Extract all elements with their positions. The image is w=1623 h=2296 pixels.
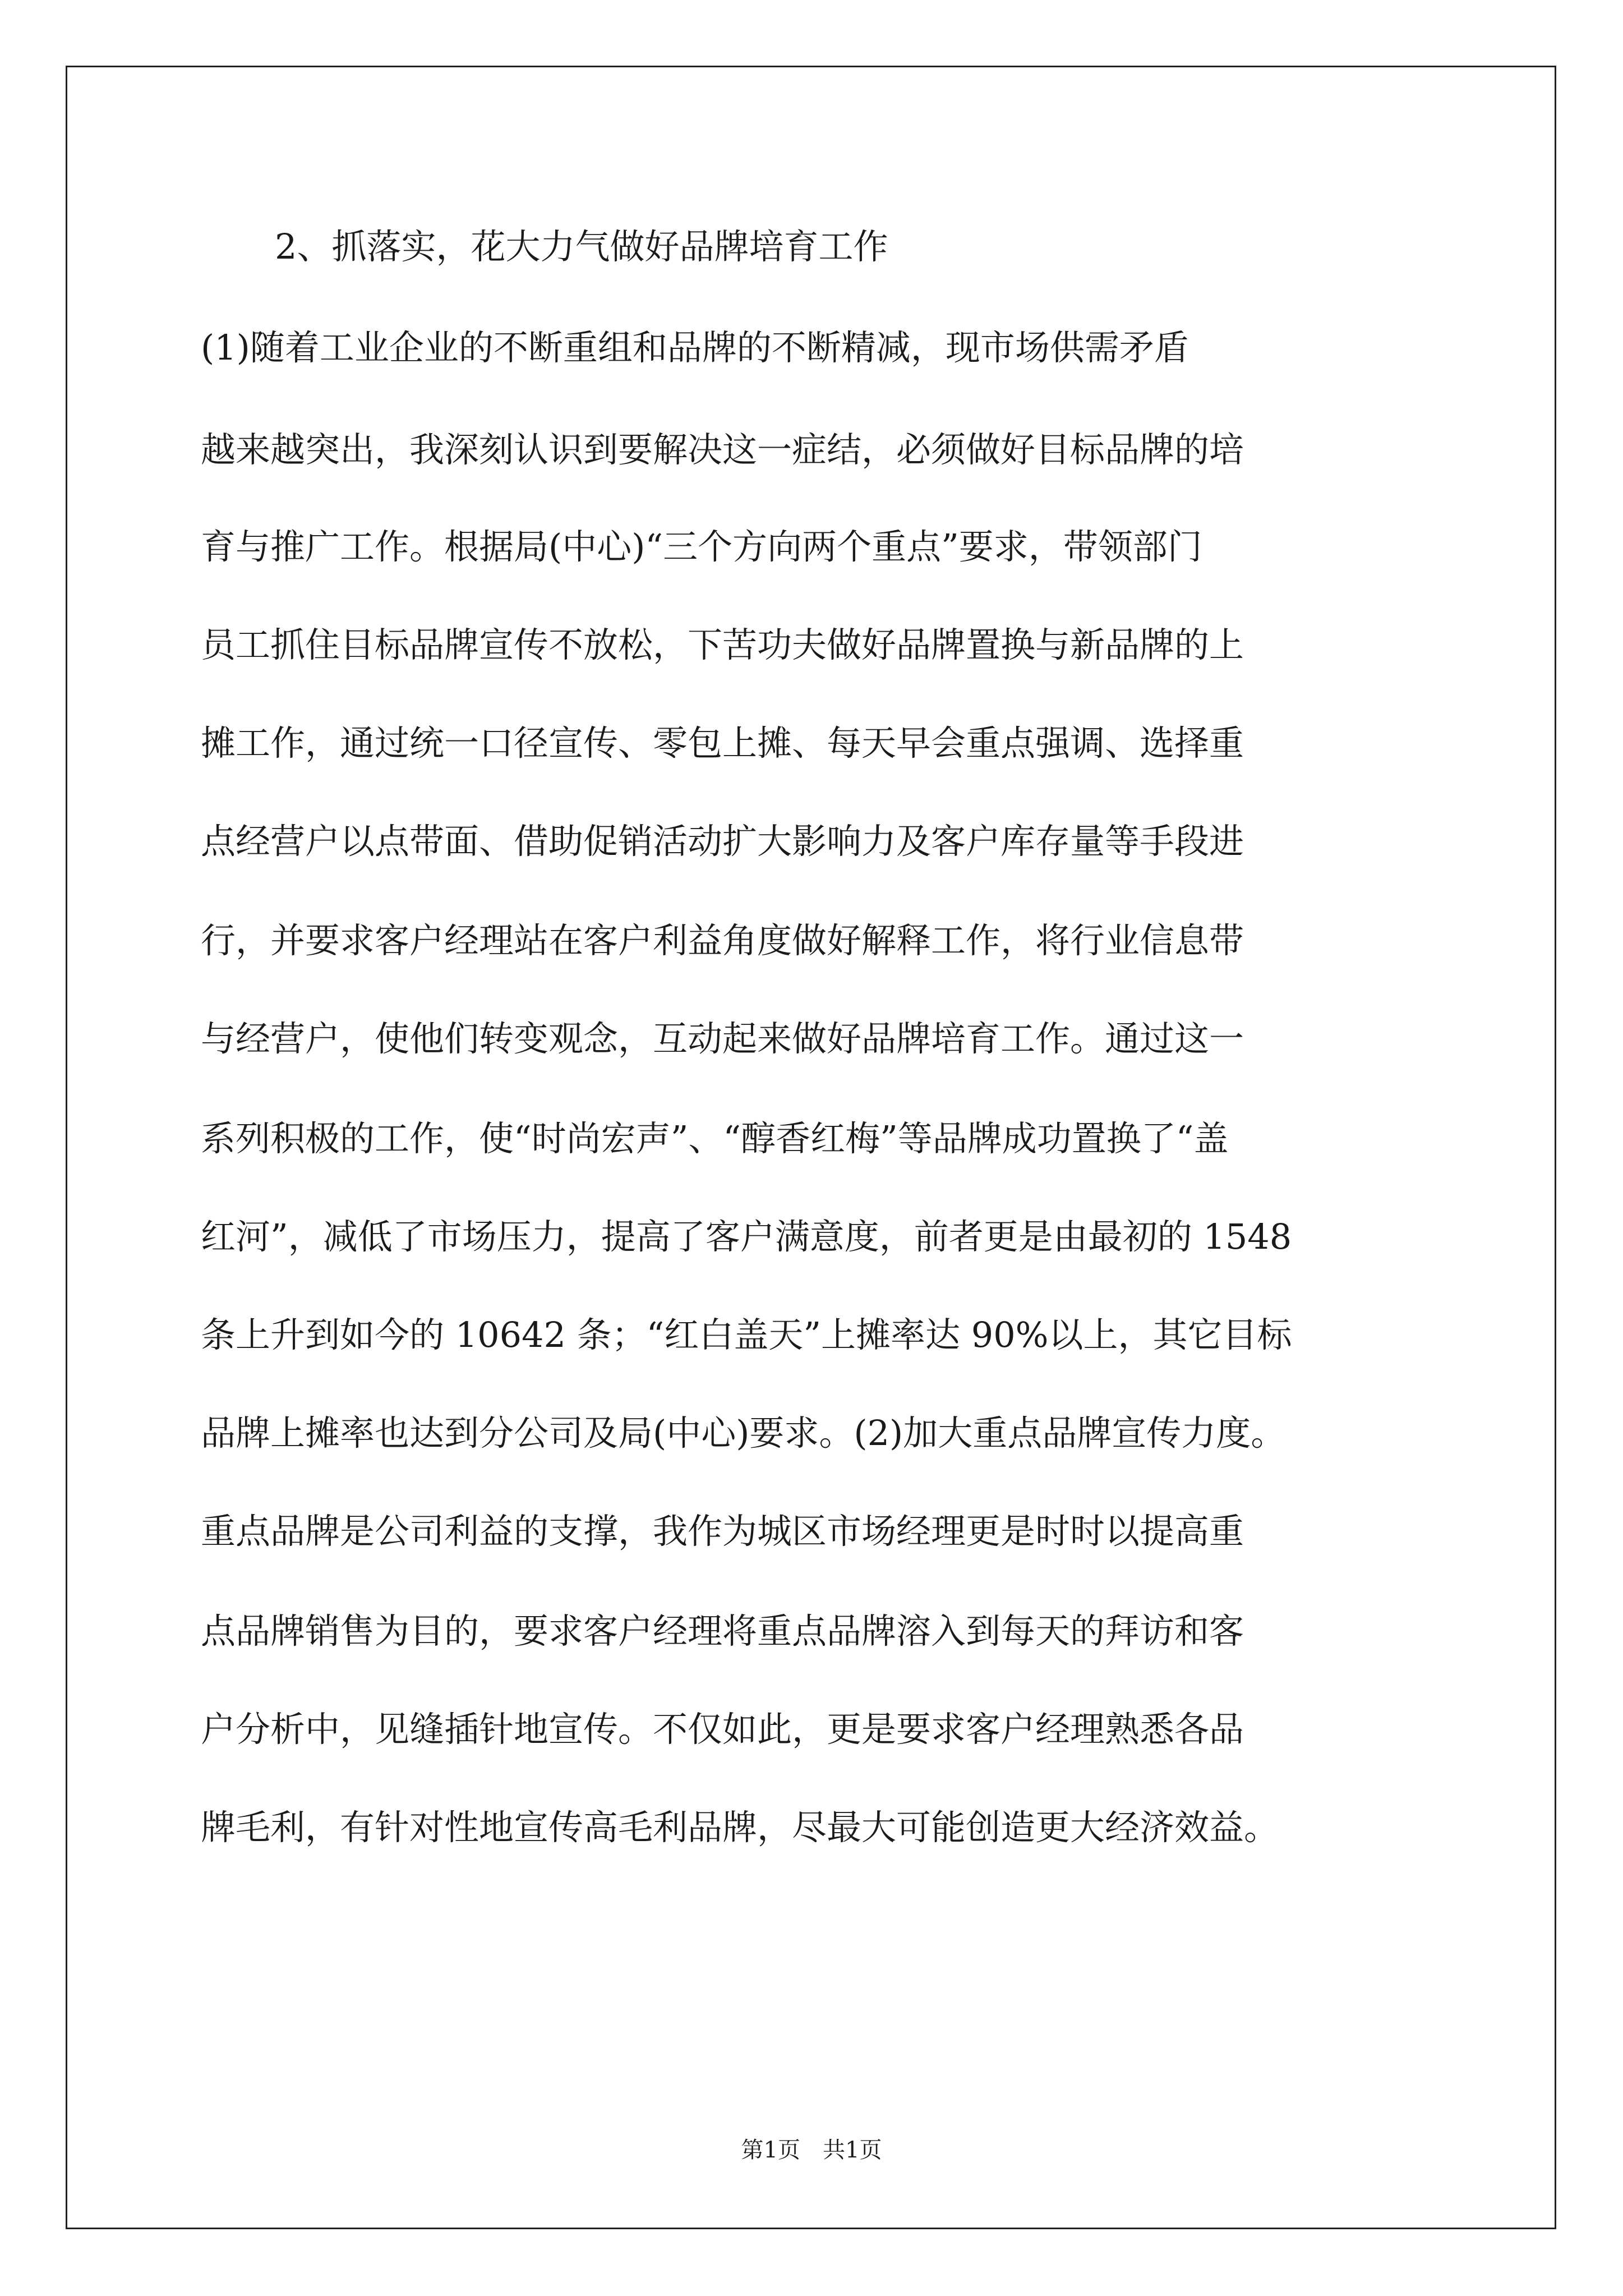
paragraph-line-5: 摊工作，通过统一口径宣传、零包上摊、每天早会重点强调、选择重 xyxy=(201,723,1244,763)
page-number-footer: 第1页 共1页 xyxy=(741,2137,882,2163)
paragraph-line-1: (1)随着工业企业的不断重组和品牌的不断精减，现市场供需矛盾 xyxy=(201,327,1189,368)
paragraph-line-10: 红河”，减低了市场压力，提高了客户满意度，前者更是由最初的 1548 xyxy=(201,1216,1292,1257)
section-heading: 2、抓落实，花大力气做好品牌培育工作 xyxy=(275,226,888,267)
paragraph-line-14: 点品牌销售为目的，要求客户经理将重点品牌溶入到每天的拜访和客 xyxy=(201,1611,1244,1651)
paragraph-line-3: 育与推广工作。根据局(中心)“三个方向两个重点”要求，带领部门 xyxy=(201,526,1202,567)
paragraph-line-11: 条上升到如今的 10642 条；“红白盖天”上摊率达 90%以上，其它目标 xyxy=(201,1314,1292,1355)
paragraph-line-6: 点经营户以点带面、借助促销活动扩大影响力及客户库存量等手段进 xyxy=(201,821,1244,862)
paragraph-line-2: 越来越突出，我深刻认识到要解决这一症结，必须做好目标品牌的培 xyxy=(201,429,1244,470)
paragraph-line-9: 系列积极的工作，使“时尚宏声”、“醇香红梅”等品牌成功置换了“盖 xyxy=(201,1118,1229,1159)
paragraph-line-4: 员工抓住目标品牌宣传不放松，下苦功夫做好品牌置换与新品牌的上 xyxy=(201,624,1244,665)
paragraph-line-13: 重点品牌是公司利益的支撑，我作为城区市场经理更是时时以提高重 xyxy=(201,1511,1244,1552)
paragraph-line-15: 户分析中，见缝插针地宣传。不仅如此，更是要求客户经理熟悉各品 xyxy=(201,1709,1244,1750)
paragraph-line-7: 行，并要求客户经理站在客户利益角度做好解释工作，将行业信息带 xyxy=(201,920,1244,961)
paragraph-line-12: 品牌上摊率也达到分公司及局(中心)要求。(2)加大重点品牌宣传力度。 xyxy=(201,1412,1286,1453)
paragraph-line-16: 牌毛利，有针对性地宣传高毛利品牌，尽最大可能创造更大经济效益。 xyxy=(201,1807,1279,1848)
paragraph-line-8: 与经营户，使他们转变观念，互动起来做好品牌培育工作。通过这一 xyxy=(201,1018,1244,1059)
